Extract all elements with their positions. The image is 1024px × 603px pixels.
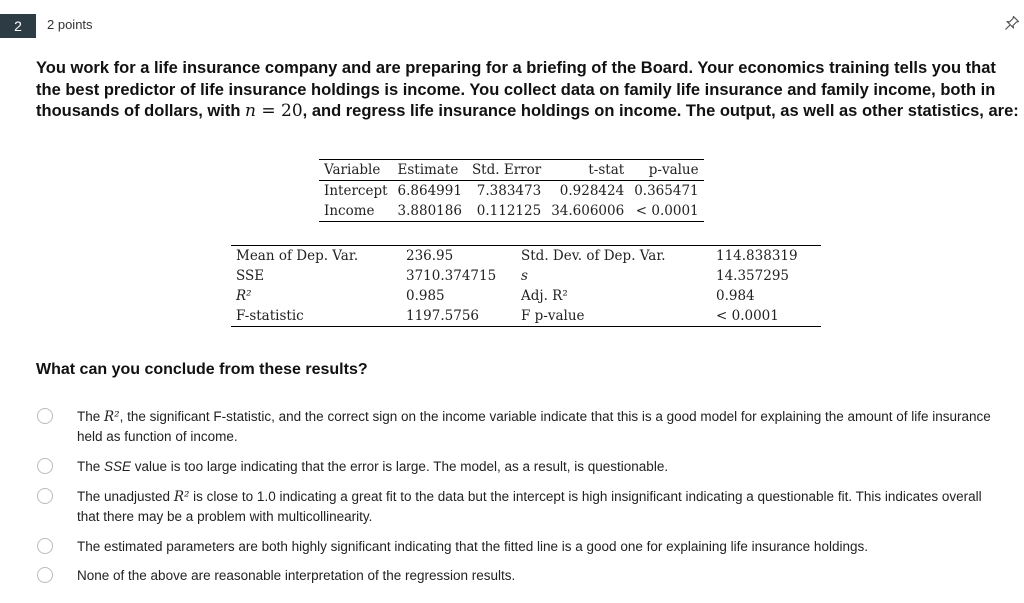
question-prompt <box>36 58 1021 123</box>
option-math: R² <box>104 409 120 425</box>
option-text-pre: The <box>77 409 105 424</box>
pushpin-icon[interactable] <box>1003 14 1021 32</box>
prompt-text-2: , and regress life insurance holdings on income. The output, as well as other statistics, are: <box>302 102 1019 120</box>
table-row <box>231 246 821 267</box>
option-math: SSE <box>104 459 132 474</box>
table-cell: 0.365471 <box>634 183 699 199</box>
sample-size-math <box>245 101 303 121</box>
n-variable: n <box>245 101 256 121</box>
radio-button[interactable] <box>37 488 53 504</box>
option-text-pre: The unadjusted <box>77 489 174 504</box>
stat-value: 0.985 <box>406 288 445 304</box>
table-row <box>231 286 821 306</box>
table-cell: < 0.0001 <box>635 203 699 219</box>
option-text <box>77 566 1007 586</box>
option-text-pre: None of the above are reasonable interpretation of the regression results. <box>77 568 516 583</box>
stat-label: F p-value <box>521 308 585 324</box>
table-row <box>231 266 821 286</box>
table-cell: 0.112125 <box>476 203 542 219</box>
coef-header-row <box>319 160 704 181</box>
statistics-table <box>231 245 821 327</box>
header-cell: Variable <box>319 160 393 181</box>
option-text-post: value is too large indicating that the error is large. The model, as a result, is questionable. <box>131 459 669 474</box>
table-cell: Income <box>324 203 375 219</box>
radio-button[interactable] <box>37 567 53 583</box>
stat-value: 14.357295 <box>716 268 790 284</box>
stat-label: Adj. R² <box>521 288 568 304</box>
table-cell: 0.928424 <box>559 183 625 199</box>
stat-label: Mean of Dep. Var. <box>236 248 359 264</box>
stat-label: Std. Dev. of Dep. Var. <box>521 248 666 264</box>
header-cell: Std. Error <box>467 160 546 181</box>
option-text-pre: The <box>77 459 105 474</box>
table-cell: 3.880186 <box>397 203 462 219</box>
question-text: What can you conclude from these results? <box>36 361 368 378</box>
option-text <box>77 457 1007 477</box>
n-equals: = 20 <box>255 101 303 121</box>
stat-value: < 0.0001 <box>716 308 779 324</box>
option-text <box>77 537 1007 557</box>
prompt-text-1: You work for a life insurance company and are preparing for a briefing of the Board. Your economics training tells you that the best predictor of life insurance holdings is income. You collect data on family life insurance and family income, both in thousands of dollars, with <box>36 59 996 120</box>
question-number: 2 <box>0 14 36 38</box>
stat-label: F-statistic <box>236 308 304 324</box>
option-text <box>77 407 1007 447</box>
table-cell: Intercept <box>324 183 388 199</box>
stat-label: R² <box>236 288 252 304</box>
option-text-pre: The estimated parameters are both highly significant indicating that the fitted line is a good one for explaining life insurance holdings. <box>77 539 868 554</box>
header-cell: Estimate <box>393 160 467 181</box>
stat-value: 236.95 <box>406 248 454 264</box>
stat-label: s <box>521 268 528 284</box>
radio-button[interactable] <box>37 408 53 424</box>
stat-value: 114.838319 <box>716 248 798 264</box>
table-cell: 34.606006 <box>551 203 625 219</box>
option-text-post: , the significant F-statistic, and the correct sign on the income variable indicate that this is a good model for explaining the amount of life insurance held as function of income. <box>77 409 991 444</box>
stat-value: 1197.5756 <box>406 308 480 324</box>
coefficient-table <box>319 159 704 222</box>
header-cell: t-stat <box>546 160 629 181</box>
table-row <box>231 306 821 327</box>
stat-value: 3710.374715 <box>406 268 497 284</box>
table-row <box>319 181 704 202</box>
header-cell: p-value <box>629 160 703 181</box>
radio-button[interactable] <box>37 458 53 474</box>
points-label: 2 points <box>47 17 93 32</box>
stat-label: SSE <box>236 268 265 284</box>
radio-button[interactable] <box>37 538 53 554</box>
table-row <box>319 201 704 222</box>
option-math: R² <box>173 489 190 505</box>
option-text-post: is close to 1.0 indicating a great fit to the data but the intercept is high insignificant indicating a questionable fit. This indicates overall that there may be a problem with multicollinearity. <box>77 489 982 524</box>
stat-value: 0.984 <box>716 288 755 304</box>
option-text <box>77 487 1007 527</box>
table-cell: 7.383473 <box>476 183 542 199</box>
table-cell: 6.864991 <box>397 183 462 199</box>
